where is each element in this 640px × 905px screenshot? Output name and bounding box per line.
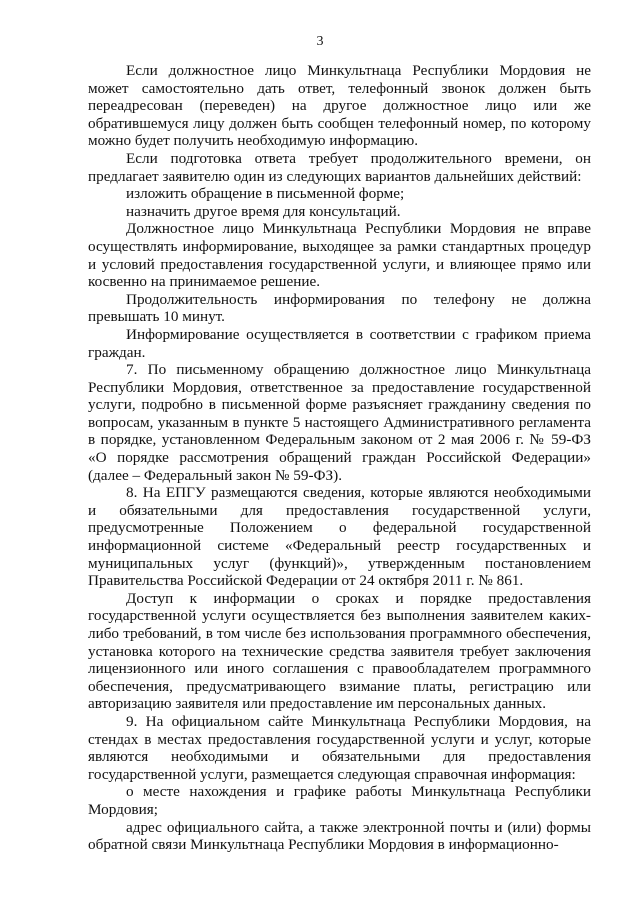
paragraph: Информирование осуществляется в соответствии с графиком приема граждан. — [88, 325, 591, 361]
paragraph: 7. По письменному обращению должностное лицо Минкультнаца Республики Мордовия, ответственное за предоставление государственной услуги, подробно в письменной форме разъясняет гражданину сведения по вопросам, указанным в пункте 5 настоящего Административного регламента в порядке, установленном Федеральным законом от 2 мая 2006 г. № 59-ФЗ «О порядке рассмотрения обращений граждан Российской Федерации» (далее – Федеральный закон № 59-ФЗ). — [88, 361, 591, 484]
page-number: 3 — [316, 34, 324, 49]
paragraph: 9. На официальном сайте Минкультнаца Республики Мордовия, на стендах в местах предоставления государственной услуги и услуг, которые являются необходимыми и обязательными для предоставления государственной услуги, размещается следующая справочная информация: — [88, 712, 591, 783]
paragraph: Если должностное лицо Минкультнаца Республики Мордовия не может самостоятельно дать ответ, телефонный звонок должен быть переадресован (переведен) на другое должностное лицо или же обратившемуся лицу должен быть сообщен телефонный номер, по которому можно будет получить необходимую информацию. — [88, 62, 591, 150]
paragraph: изложить обращение в письменной форме; — [126, 185, 405, 203]
paragraph: назначить другое время для консультаций. — [126, 202, 401, 220]
paragraph: Доступ к информации о сроках и порядке предоставления государственной услуги осуществляется без выполнения заявителем каких-либо требований, в том числе без использования программного обеспечения, установка которого на технические средства заявителя требует заключения лицензионного или иного соглашения с правообладателем программного обеспечения, предусматривающего взимание платы, регистрацию или авторизацию заявителя или предоставление им персональных данных. — [88, 589, 591, 713]
document-body — [88, 62, 591, 854]
paragraph: 8. На ЕПГУ размещаются сведения, которые являются необходимыми и обязательными для предоставления государственной услуги, предусмотренные Положением о федеральной государственной информационной системе «Федеральный реестр государственных и муниципальных услуг (функций)», утвержденным постановлением Правительства Российской Федерации от 24 октября 2011 г. № 861. — [88, 484, 591, 590]
paragraph: о месте нахождения и графике работы Минкультнаца Республики Мордовия; — [88, 783, 591, 818]
paragraph: Должностное лицо Минкультнаца Республики Мордовия не вправе осуществлять информирование, выходящее за рамки стандартных процедур и условий предоставления государственной услуги, и влияющее прямо или косвенно на принимаемое решение. — [88, 220, 591, 291]
paragraph: Продолжительность информирования по телефону не должна превышать 10 минут. — [88, 290, 591, 326]
paragraph: адрес официального сайта, а также электронной почты и (или) формы обратной связи Минкультнаца Республики Мордовия в информационно- — [88, 818, 591, 854]
paragraph: Если подготовка ответа требует продолжительного времени, он предлагает заявителю один из следующих вариантов дальнейших действий: — [88, 149, 591, 185]
